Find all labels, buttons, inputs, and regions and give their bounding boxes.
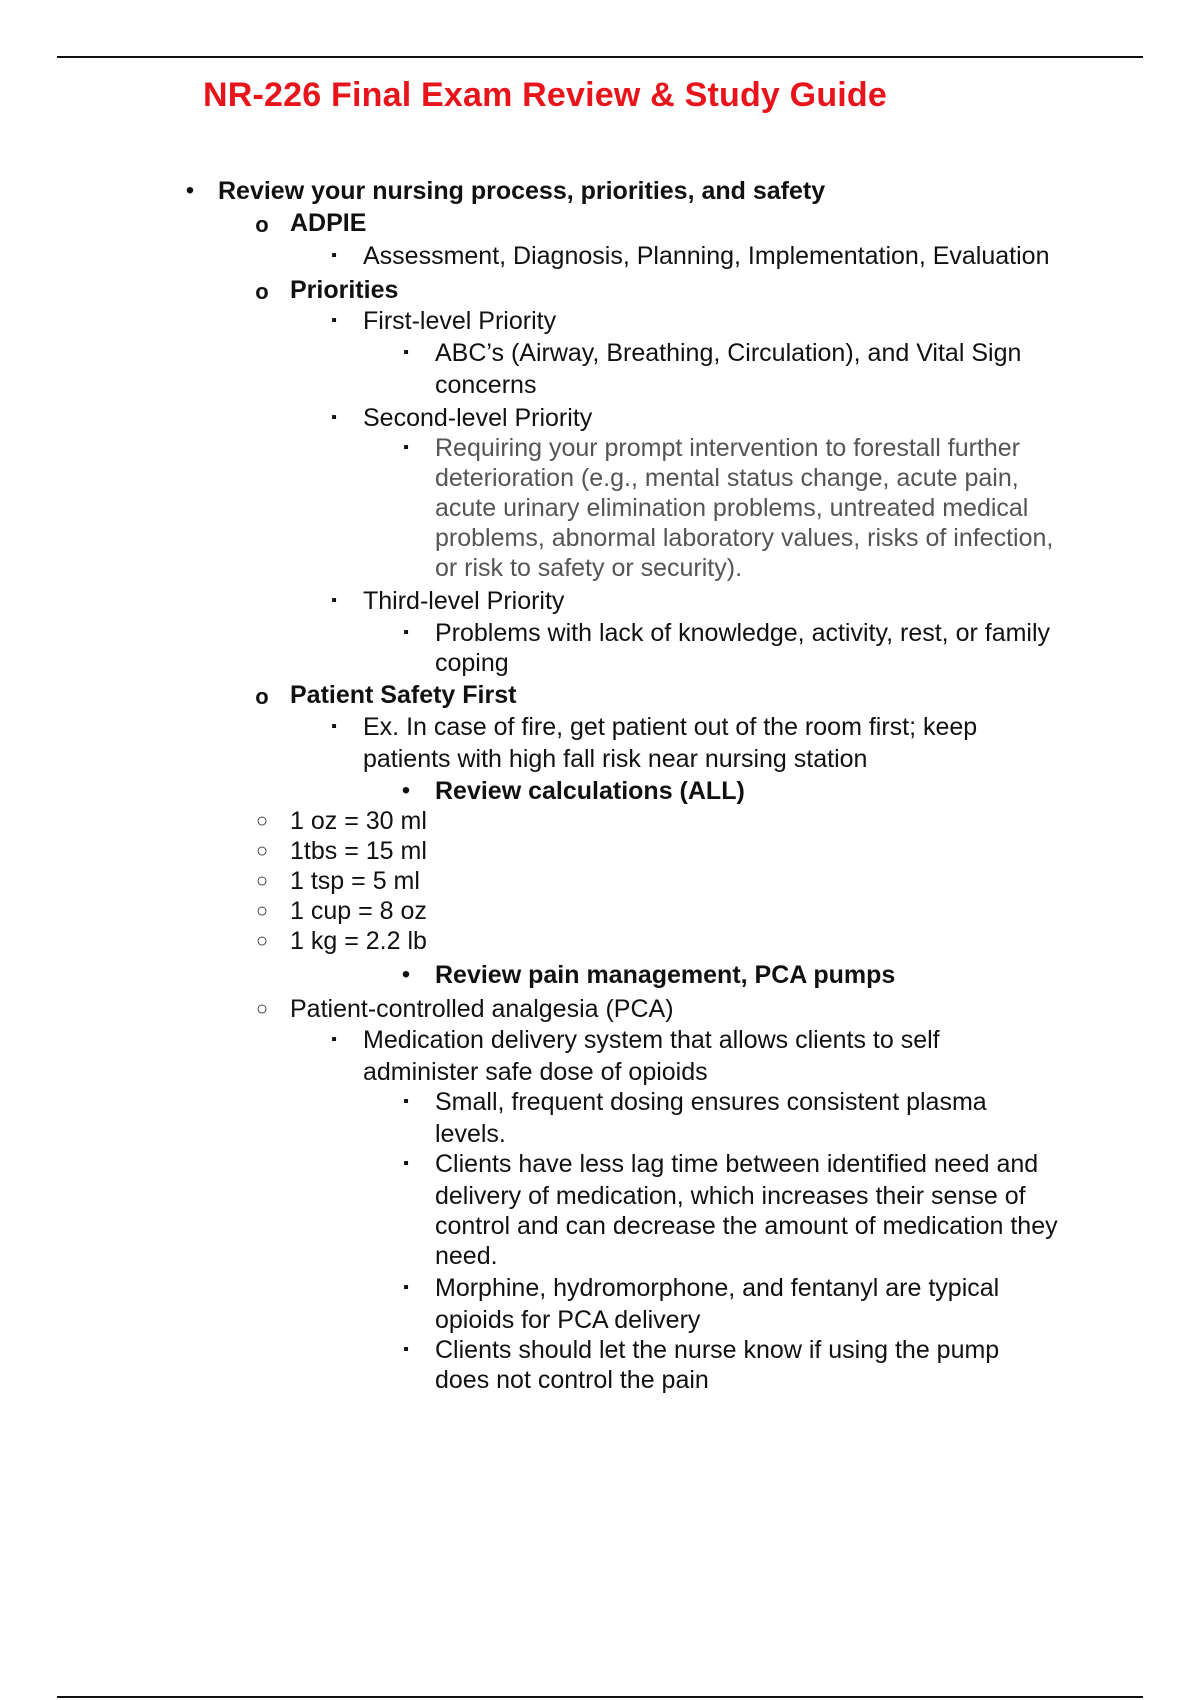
bullet-thin-circle-icon: ○ — [255, 930, 269, 952]
pca-point-line: Small, frequent dosing ensures consistent plasma — [435, 1088, 987, 1116]
bullet-square-icon: ▪ — [403, 344, 409, 361]
adpie-text: Assessment, Diagnosis, Planning, Implementation, Evaluation — [363, 242, 1050, 270]
calculation-item: 1 oz = 30 ml — [290, 807, 427, 835]
bullet-square-icon: ▪ — [403, 1093, 409, 1110]
second-level-detail-line: acute urinary elimination problems, untreated medical — [435, 494, 1029, 522]
safety-detail-line: patients with high fall risk near nursing station — [363, 745, 868, 773]
bullet-circle-icon: o — [255, 684, 269, 709]
bullet-square-icon: ▪ — [403, 624, 409, 641]
bullet-thin-circle-icon: ○ — [255, 900, 269, 922]
calculation-item: 1 cup = 8 oz — [290, 897, 427, 925]
bullet-square-icon: ▪ — [403, 1341, 409, 1358]
calculation-item: 1tbs = 15 ml — [290, 837, 427, 865]
bullet-square-icon: ▪ — [331, 312, 337, 329]
safety-label: Patient Safety First — [290, 681, 517, 709]
bullet-square-icon: ▪ — [331, 1031, 337, 1048]
pca-point-line: delivery of medication, which increases their sense of — [435, 1182, 1026, 1210]
bullet-square-icon: ▪ — [403, 1279, 409, 1296]
third-level-detail-line: coping — [435, 649, 509, 677]
bullet-thin-circle-icon: ○ — [255, 810, 269, 832]
first-level-detail-line: ABC’s (Airway, Breathing, Circulation), and Vital Sign — [435, 339, 1022, 367]
first-level-label: First-level Priority — [363, 307, 557, 335]
bullet-square-icon: ▪ — [331, 247, 337, 264]
third-level-label: Third-level Priority — [363, 587, 565, 615]
adpie-label: ADPIE — [290, 209, 367, 237]
bullet-square-icon: ▪ — [331, 718, 337, 735]
bullet-square-icon: ▪ — [403, 439, 409, 456]
nursing-heading: Review your nursing process, priorities, and safety — [218, 177, 826, 205]
bullet-circle-icon: o — [255, 212, 269, 237]
bullet-square-icon: ▪ — [403, 1155, 409, 1172]
top-rule — [57, 56, 1143, 58]
pca-point-line: control and can decrease the amount of medication they — [435, 1212, 1058, 1240]
bullet-disc-icon: • — [401, 961, 411, 988]
bullet-thin-circle-icon: ○ — [255, 870, 269, 892]
second-level-detail-line: Requiring your prompt intervention to forestall further — [435, 434, 1021, 462]
pca-point-line: Clients should let the nurse know if using the pump — [435, 1336, 1000, 1364]
pca-definition-line: administer safe dose of opioids — [363, 1058, 708, 1086]
second-level-detail-line: or risk to safety or security). — [435, 554, 743, 582]
second-level-label: Second-level Priority — [363, 404, 593, 432]
pca-point-line: Morphine, hydromorphone, and fentanyl are typical — [435, 1274, 1000, 1302]
document-title: NR-226 Final Exam Review & Study Guide — [203, 76, 888, 114]
pca-definition-line: Medication delivery system that allows clients to self — [363, 1026, 940, 1054]
calculation-item: 1 tsp = 5 ml — [290, 867, 420, 895]
pca-point-line: does not control the pain — [435, 1366, 709, 1394]
second-level-detail-line: deterioration (e.g., mental status change, acute pain, — [435, 464, 1019, 492]
second-level-detail-line: problems, abnormal laboratory values, risks of infection, — [435, 524, 1054, 552]
pca-point-line: need. — [435, 1242, 498, 1270]
first-level-detail-line: concerns — [435, 371, 537, 399]
bullet-disc-icon: • — [401, 777, 411, 804]
calculations-heading: Review calculations (ALL) — [435, 777, 745, 805]
pca-label: Patient-controlled analgesia (PCA) — [290, 995, 674, 1023]
bullet-circle-icon: o — [255, 279, 269, 304]
bottom-rule — [57, 1696, 1143, 1698]
bullet-thin-circle-icon: ○ — [255, 840, 269, 862]
priorities-label: Priorities — [290, 276, 399, 304]
pca-point-line: Clients have less lag time between identified need and — [435, 1150, 1039, 1178]
pain-heading: Review pain management, PCA pumps — [435, 961, 896, 989]
third-level-detail-line: Problems with lack of knowledge, activity, rest, or family — [435, 619, 1051, 647]
calculation-item: 1 kg = 2.2 lb — [290, 927, 427, 955]
bullet-disc-icon: • — [185, 177, 195, 204]
bullet-square-icon: ▪ — [331, 592, 337, 609]
pca-point-line: opioids for PCA delivery — [435, 1306, 701, 1334]
bullet-square-icon: ▪ — [331, 409, 337, 426]
pca-point-line: levels. — [435, 1120, 506, 1148]
safety-detail-line: Ex. In case of fire, get patient out of the room first; keep — [363, 713, 978, 741]
bullet-thin-circle-icon: ○ — [255, 998, 269, 1020]
